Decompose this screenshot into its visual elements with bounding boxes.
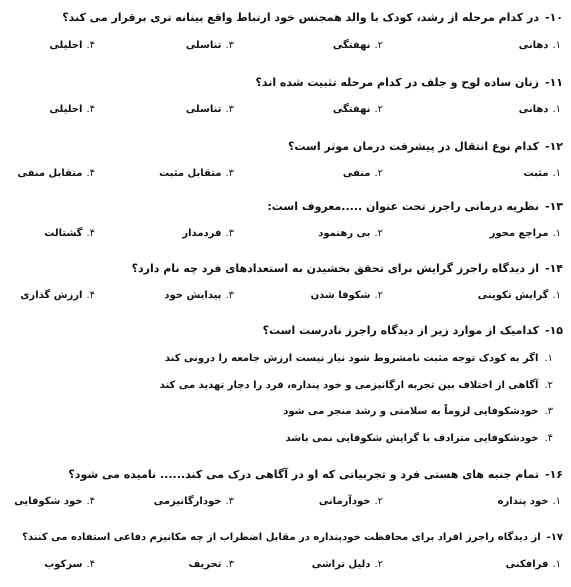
question-number: ۱۰- <box>544 11 563 24</box>
question-16 <box>8 468 563 482</box>
option-2[interactable]: ۲.بی رهنمود <box>318 228 383 239</box>
question-13 <box>8 200 563 214</box>
option-1[interactable]: ۱.مراجع محور <box>489 228 561 239</box>
option-2[interactable]: ۲.منفی <box>342 168 383 179</box>
options-row <box>6 167 561 181</box>
question-text: از دیدگاه راجرز افراد برای محافظت خودپنداره در مقابل اضطراب از چه مکانیزم دفاعی استفاده می کنند؟ <box>22 532 541 543</box>
question-number: ۱۵- <box>544 324 563 337</box>
option-1[interactable]: ۱.دهانی <box>518 104 561 115</box>
question-14 <box>8 262 563 276</box>
question-12 <box>8 140 563 154</box>
option-4[interactable]: ۴.خود شکوفایی <box>14 496 95 507</box>
option-3[interactable]: ۳.تناسلی <box>185 40 234 51</box>
options-row <box>6 558 561 572</box>
option-2[interactable]: ۲.آگاهی از اختلاف بین تجربه ارگانیزمی و خود پنداره، فرد را دچار تهدید می کند <box>159 380 553 391</box>
question-number: ۱۷- <box>546 532 563 543</box>
option-3[interactable]: ۳.تناسلی <box>185 104 234 115</box>
option-2[interactable]: ۲.دلیل تراشی <box>311 559 383 570</box>
options-row <box>6 103 561 117</box>
option-4[interactable]: ۴.گشتالت <box>44 228 95 239</box>
option-1[interactable]: ۱.اگر به کودک توجه مثبت نامشروط شود نیاز نیست ارزش جامعه را درونی کند <box>164 353 553 364</box>
option-4[interactable]: ۴.احلیلی <box>49 40 95 51</box>
question-text: نظریه درمانی راجرز تحت عنوان .....معروف است: <box>267 200 539 213</box>
question-text: در کدام مرحله از رشد، کودک با والد همجنس خود ارتباط واقع بینانه تری برقرار می کند؟ <box>62 11 539 24</box>
question-number: ۱۱- <box>544 76 563 89</box>
option-1[interactable]: ۱.گرایش تکوینی <box>477 290 561 301</box>
option-1[interactable]: ۱.خود پنداره <box>497 496 561 507</box>
question-text: از دیدگاه راجرز گرایش برای تحقق بخشیدن به استعدادهای فرد چه نام دارد؟ <box>131 262 539 275</box>
option-4[interactable]: ۴.ارزش گذاری <box>20 290 95 301</box>
option-3[interactable]: ۳.تحریف <box>188 559 234 570</box>
option-3[interactable]: ۳.خودارگانیزمی <box>153 496 234 507</box>
option-4[interactable]: ۴.احلیلی <box>49 104 95 115</box>
question-number: ۱۳- <box>544 200 563 213</box>
question-10 <box>8 11 563 25</box>
question-text: زنان ساده لوح و جلف در کدام مرحله تثبیت شده اند؟ <box>255 76 539 89</box>
question-text: کدام نوع انتقال در پیشرفت درمان موثر است؟ <box>287 140 539 153</box>
question-17 <box>8 531 563 545</box>
option-2[interactable]: ۲.خودآرمانی <box>318 496 383 507</box>
question-number: ۱۴- <box>544 262 563 275</box>
options-row <box>6 289 561 303</box>
option-3[interactable]: ۳.خودشکوفایی لزوماً به سلامتی و رشد منجر می شود <box>283 406 553 417</box>
question-number: ۱۲- <box>544 140 563 153</box>
option-3[interactable]: ۳.فردمدار <box>182 228 234 239</box>
question-11 <box>8 76 563 90</box>
question-number: ۱۶- <box>544 468 563 481</box>
options-row <box>6 227 561 241</box>
question-text: کدامیک از موارد زیر از دیدگاه راجرز نادرست است؟ <box>262 324 539 337</box>
option-3[interactable]: ۳.متقابل مثبت <box>159 168 234 179</box>
option-2[interactable]: ۲.شکوفا شدن <box>310 290 383 301</box>
option-1[interactable]: ۱.مثبت <box>523 168 561 179</box>
question-text: تمام جنبه های هستی فرد و تجربیاتی که او در آگاهی درک می کند...... نامیده می شود؟ <box>68 468 539 481</box>
option-4[interactable]: ۴.متقابل منفی <box>17 168 95 179</box>
options-row <box>6 495 561 509</box>
option-1[interactable]: ۱.دهانی <box>518 40 561 51</box>
options-row <box>6 39 561 53</box>
question-15 <box>8 324 563 338</box>
option-4[interactable]: ۴.خودشکوفایی مترادف با گرایش شکوفایی نمی باشد <box>285 433 553 444</box>
option-3[interactable]: ۳.پیدایش خود <box>164 290 234 301</box>
option-1[interactable]: ۱.فرافکنی <box>505 559 561 570</box>
option-2[interactable]: ۲.نهفتگی <box>332 104 383 115</box>
option-2[interactable]: ۲.نهفتگی <box>332 40 383 51</box>
option-4[interactable]: ۴.سرکوب <box>44 559 95 570</box>
